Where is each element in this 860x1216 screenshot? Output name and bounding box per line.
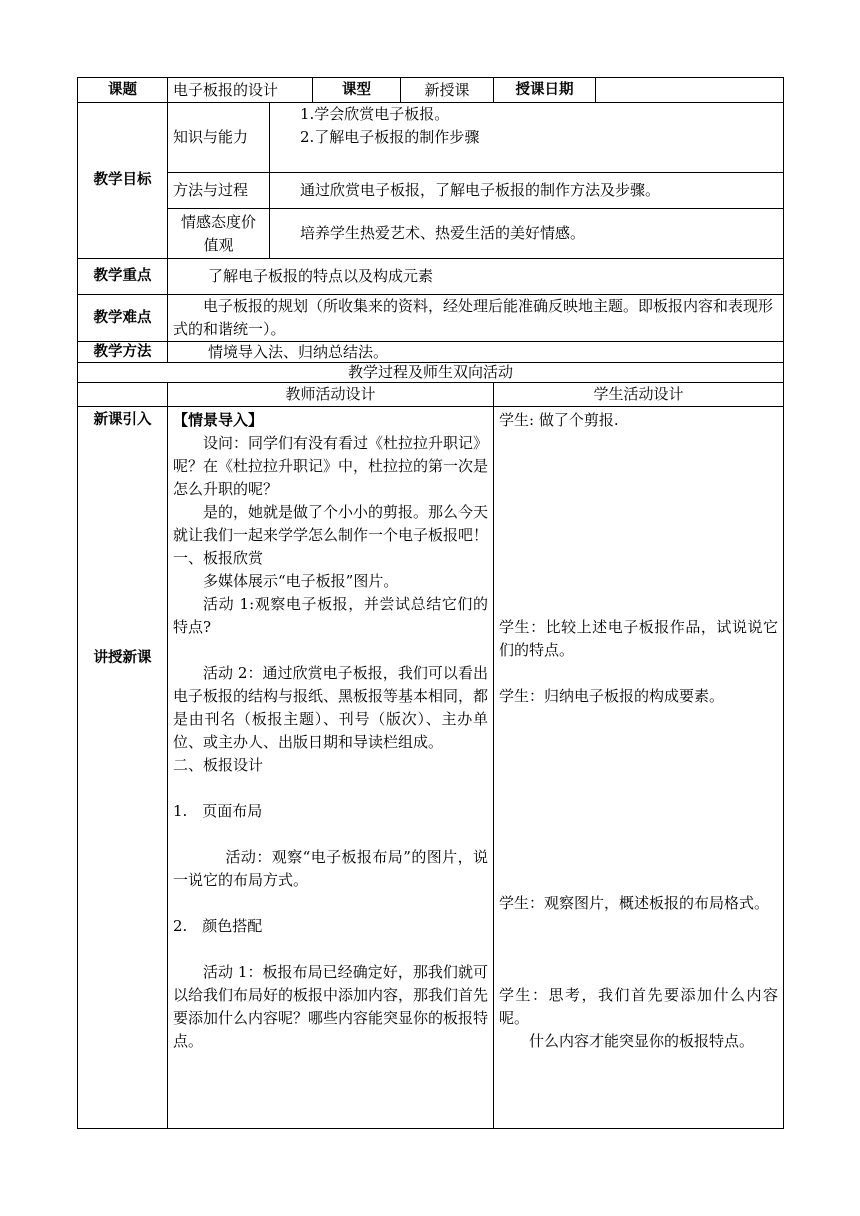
date-label: 授课日期 [494,78,596,103]
difficulties-row [78,295,784,342]
emotion-label [168,209,270,259]
student-line-4: 学生：观察图片，概述板报的布局格式。 [499,894,770,912]
teacher-line-2: 设问：同学们有没有看过《杜拉拉升职记》呢？在《杜拉拉升职记》中，杜拉拉的第一次是怎么升职的呢？ [173,434,489,498]
stage-intro-label: 新课引入 [93,412,152,428]
teacher-line-12: 活动 1：板报布局已经确定好，那我们就可以给我们布局好的板报中添加内容，那我们首先要添加什么内容呢？哪些内容能突显你的板报特点。 [173,963,489,1050]
objective-emotion-row [78,209,784,259]
emotion-label-line-1: 情感态度价 [180,212,256,231]
difficulties-text: 电子板报的规划（所收集来的资料，经处理后能准确反映地主题。即板报内容和表现形式的和谐统一）。 [168,295,784,342]
objectives-label: 教学目标 [78,103,168,259]
methods-text: 情境导入法、归纳总结法。 [168,342,784,363]
teacher-line-3: 是的，她就是做了个小小的剪报。那么今天就让我们一起来学学怎么制作一个电子板报吧！ [173,503,489,544]
stage-teach-label: 讲授新课 [93,650,152,666]
methods-label: 教学方法 [78,342,168,363]
knowledge-item-1: 1.学会欣赏电子板报。 [300,105,450,123]
activity-body-row [78,407,784,1129]
difficulties-label: 教学难点 [78,295,168,342]
key-points-text: 了解电子板报的特点以及构成元素 [168,259,784,295]
student-activity-cell [494,407,784,1129]
topic-label: 课题 [78,78,168,103]
student-line-3: 学生：归纳电子板报的构成要素。 [499,687,725,705]
process-header-row [78,383,784,407]
student-line-2: 学生：比较上述电子板报作品，试说说它们的特点。 [499,618,779,659]
teacher-line-8: 二、板报设计 [173,756,264,774]
teacher-line-7: 活动 2：通过欣赏电子板报，我们可以看出电子板报的结构与报纸、黑板报等基本相同，都是由刊名（板报主题）、刊号（版次）、主办单位、或主办人、出版日期和导读栏组成。 [173,664,489,751]
teacher-line-4: 一、板报欣赏 [173,549,264,567]
lesson-plan-document [77,77,783,1129]
stage-header-empty [78,383,168,407]
student-line-6: 什么内容才能突显你的板报特点。 [529,1032,755,1050]
key-points-label: 教学重点 [78,259,168,295]
type-label: 课型 [313,78,401,103]
lesson-plan-table [77,77,784,1129]
student-line-5: 学生：思考，我们首先要添加什么内容呢。 [499,986,779,1027]
teacher-line-5: 多媒体展示“电子板报”图片。 [203,572,399,590]
process-title-row [78,363,784,383]
methods-row [78,342,784,363]
teacher-line-6: 活动 1:观察电子板报，并尝试总结它们的特点? [173,595,489,636]
key-points-row [78,259,784,295]
student-header: 学生活动设计 [494,383,784,407]
teacher-line-11: 2. 颜色搭配 [173,917,263,935]
header-row [78,78,784,103]
stage-cell [78,407,168,1129]
knowledge-label: 知识与能力 [168,103,270,173]
teacher-activity-cell [168,407,494,1129]
emotion-label-line-2: 值观 [203,235,234,254]
topic-value: 电子板报的设计 [168,78,313,103]
teacher-header: 教师活动设计 [168,383,494,407]
student-line-1: 学生: 做了个剪报. [499,411,619,429]
type-value: 新授课 [401,78,494,103]
teacher-line-10: 活动：观察“电子板报布局”的图片，说一说它的布局方式。 [173,848,489,889]
emotion-text: 培养学生热爱艺术、热爱生活的美好情感。 [270,209,784,259]
method-text: 通过欣赏电子板报，了解电子板报的制作方法及步骤。 [270,173,784,209]
teacher-line-9: 1. 页面布局 [173,802,263,820]
process-title: 教学过程及师生双向活动 [78,363,784,383]
date-value [596,78,784,103]
teacher-line-1: 【情景导入】 [173,411,264,429]
method-label: 方法与过程 [168,173,270,209]
knowledge-item-2: 2.了解电子板报的制作步骤 [300,128,480,146]
objective-method-row [78,173,784,209]
knowledge-content [270,103,784,173]
objective-knowledge-row [78,103,784,173]
